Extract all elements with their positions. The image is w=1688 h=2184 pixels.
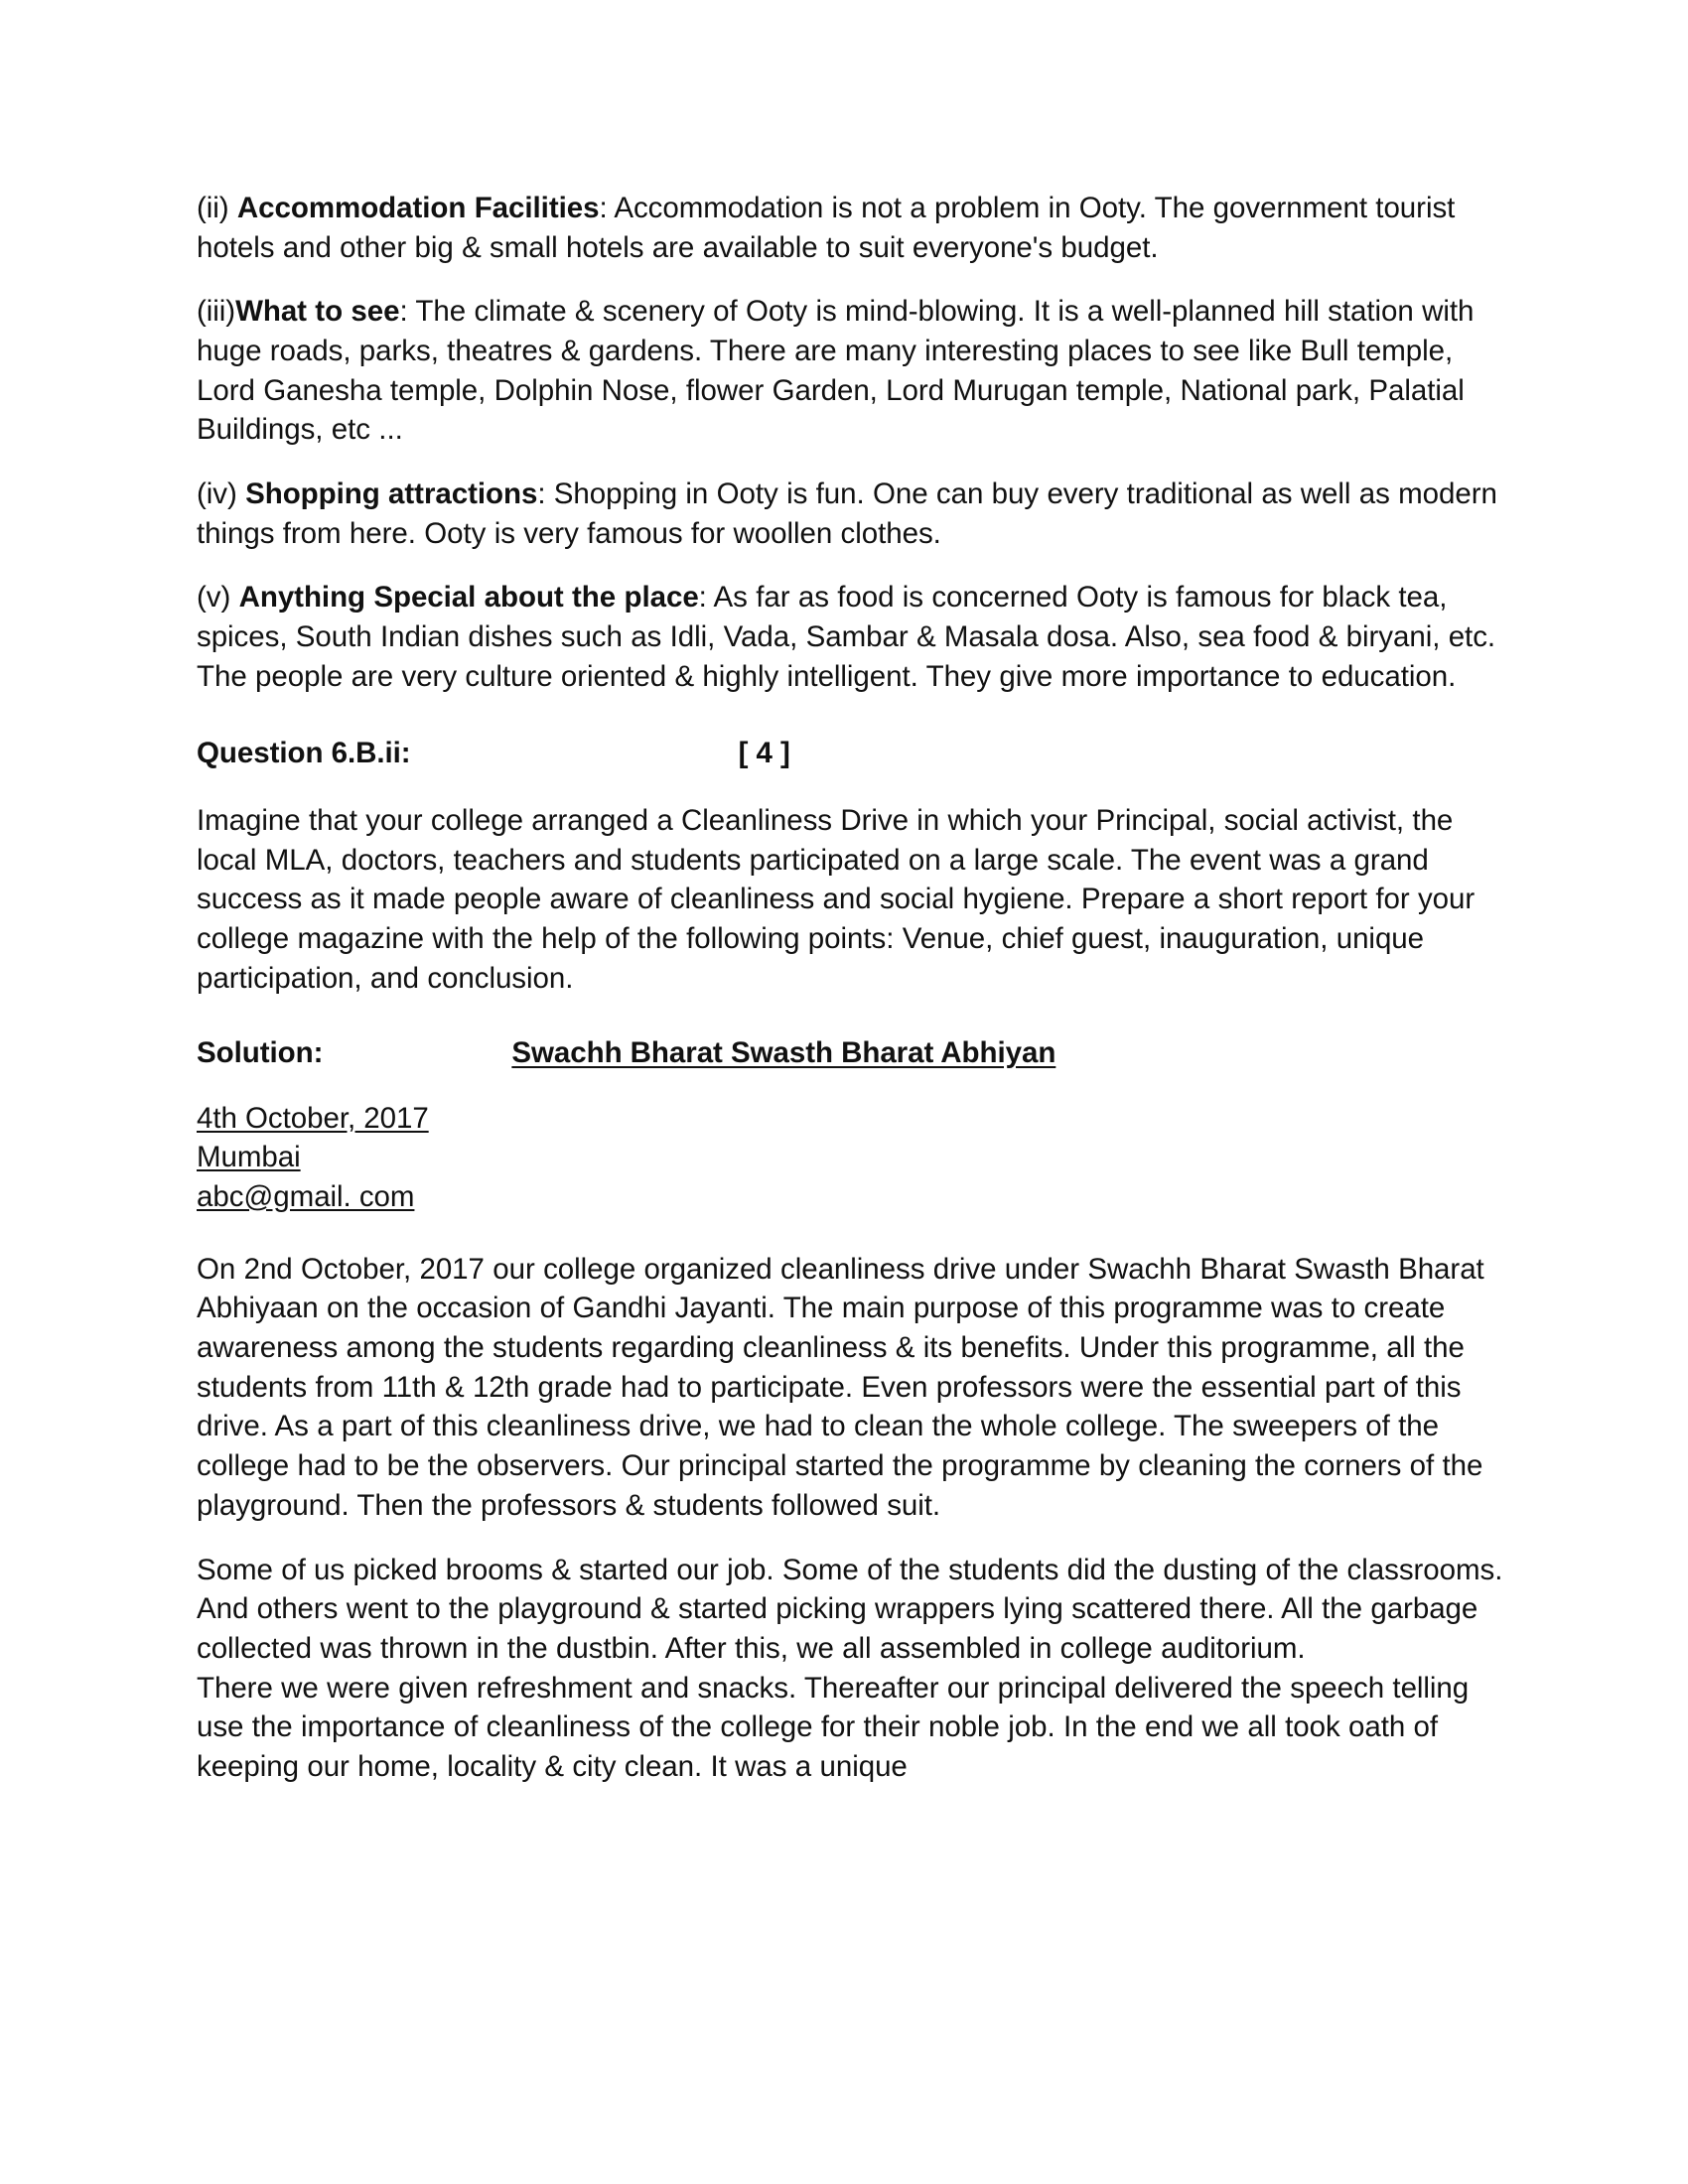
paragraph-point-v-followup: The people are very culture oriented & highly intelligent. They give more importance to education. [197,659,1457,693]
report-address-block [197,1099,1511,1216]
question-label: Question 6.B.ii: [197,737,411,770]
point-iv-text: : Shopping in Ooty is fun. One can buy every traditional as well as modern things from here. Ooty is very famous for woollen clothes. [197,478,1497,550]
point-iii-lead: What to see [235,295,400,329]
question-prompt: Imagine that your college arranged a Cleanliness Drive in which your Principal, social activist, the local MLA, doctors, teachers and students participated on a large scale. The event was a grand success as it made people aware of cleanliness and social hygiene. Prepare a short report for your college magazine with the help of the following points: Venue, chief guest, inauguration, unique participation, and conclusion. [197,804,1476,995]
report-date: 4th October, 2017 [197,1102,429,1136]
point-v-marker: (v) [197,581,239,614]
paragraph-point-ii [197,189,1511,267]
point-iii-text: : The climate & scenery of Ooty is mind-blowing. It is a well-planned hill station with huge roads, parks, theatres & gardens. There are many interesting places to see like Bull temple, Lord Ganesha temple, Dolphin Nose, flower Garden, Lord Murugan temple, National park, Palatial Buildings, etc ... [197,295,1475,447]
report-email: abc@gmail. com [197,1179,415,1213]
paragraph-point-iv [197,475,1511,553]
report-paragraph-2: Some of us picked brooms & started our job. Some of the students did the dusting of the classrooms. And others went to the playground & started picking wrappers lying scattered there. All the garbage collected was thrown in the dustbin. After this, we all assembled in college auditorium. [197,1553,1503,1665]
paragraph-point-iii [197,292,1511,450]
point-ii-text: : Accommodation is not a problem in Ooty. The government tourist hotels and other big & small hotels are available to suit everyone's budget. [197,192,1456,264]
question-heading [197,734,1511,773]
point-ii-lead: Accommodation Facilities [236,192,600,224]
report-body [197,1250,1511,1787]
paragraph-point-v [197,578,1511,656]
report-paragraph-3: There we were given refreshment and snacks. Thereafter our principal delivered the speech telling use the importance of cleanliness of the college for their noble job. In the end we all took oath of keeping our home, locality & city clean. It was a unique [197,1671,1470,1783]
solution-label: Solution: [197,1036,324,1070]
point-iii-marker: (iii) [197,295,236,329]
point-iv-marker: (iv) [197,478,246,511]
report-city: Mumbai [197,1141,301,1174]
report-title: Swachh Bharat Swasth Bharat Abhiyan [511,1036,1056,1070]
point-v-lead: Anything Special about the place [238,581,699,614]
solution-heading [197,1033,1511,1073]
question-marks-badge: [ 4 ] [738,737,790,770]
report-paragraph-1: On 2nd October, 2017 our college organized cleanliness drive under Swachh Bharat Swasth Bharat Abhiyaan on the occasion of Gandhi Jayanti. The main purpose of this programme was to create awareness among the students regarding cleanliness & its benefits. Under this programme, all the students from 11th & 12th grade had to participate. Even professors were the essential part of this drive. As a part of this cleanliness drive, we had to clean the whole college. The sweepers of the college had to be the observers. Our principal started the programme by cleaning the corners of the playground. Then the professors & students followed suit. [197,1252,1484,1522]
point-v-text: : As far as food is concerned Ooty is famous for black tea, spices, South Indian dishes such as Idli, Vada, Sambar & Masala dosa. Also, sea food & biryani, etc. [197,581,1496,654]
point-ii-marker: (ii) [197,192,237,224]
document-body [197,189,1511,1787]
point-iv-lead: Shopping attractions [245,478,538,511]
